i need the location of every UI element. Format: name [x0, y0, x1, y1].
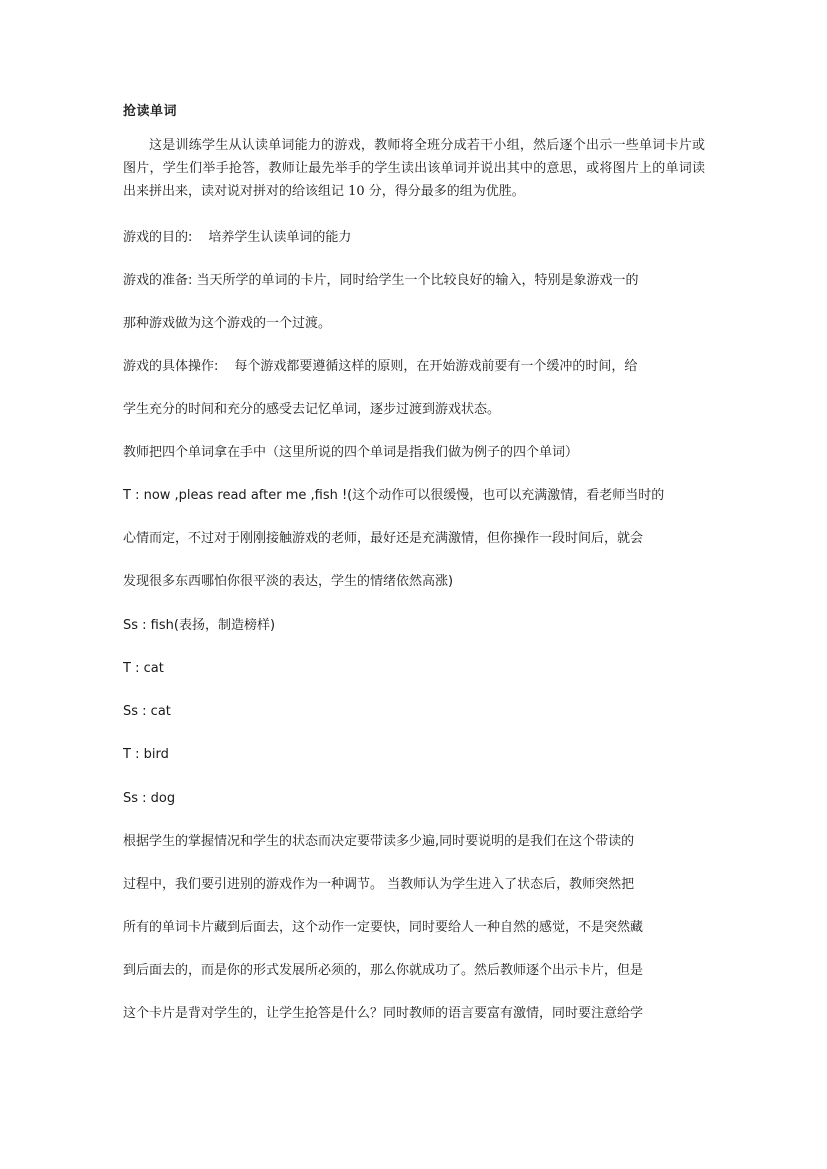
final-line: 到后面去的，而是你的形式发展所必须的，那么你就成功了。然后教师逐个出示卡片，但是 [123, 963, 644, 978]
teacher-line-2: 心情而定，不过对于刚刚接触游戏的老师，最好还是充满激情，但你操作一段时间后，就会 [123, 531, 644, 546]
ops-text: 每个游戏都要遵循这样的原则，在开始游戏前要有一个缓冲的时间，给 [234, 359, 638, 374]
teacher-line-3: 发现很多东西哪怕你很平淡的表达，学生的情绪依然高涨) [123, 574, 454, 589]
purpose-text: 培养学生认读单词的能力 [208, 230, 352, 245]
dialog-line: T : cat [123, 661, 164, 676]
prep-line-1: 游戏的准备: 当天所学的单词的卡片，同时给学生一个比较良好的输入，特别是象游戏一的 [123, 273, 639, 288]
teacher-cards-line: 教师把四个单词拿在手中（这里所说的四个单词是指我们做为例子的四个单词） [123, 445, 579, 460]
ops-line-1 [123, 358, 705, 376]
ops-label: 游戏的具体操作: [123, 359, 219, 374]
dialog-line: Ss : fish(表扬，制造榜样) [123, 618, 276, 633]
document-page [123, 0, 705, 1169]
dialog-line: T : bird [123, 747, 169, 762]
purpose-label: 游戏的目的: [123, 230, 193, 245]
final-line: 根据学生的掌握情况和学生的状态而决定要带读多少遍,同时要说明的是我们在这个带读的 [123, 834, 635, 849]
final-line: 所有的单词卡片藏到后面去，这个动作一定要快，同时要给人一种自然的感觉，不是突然藏 [123, 920, 644, 935]
ops-line-2: 学生充分的时间和充分的感受去记忆单词，逐步过渡到游戏状态。 [123, 402, 501, 417]
dialog-line: Ss : dog [123, 791, 176, 806]
dialog-line: Ss : cat [123, 704, 171, 719]
final-line: 这个卡片是背对学生的，让学生抢答是什么？同时教师的语言要富有激情，同时要注意给学 [123, 1006, 644, 1021]
teacher-line-1: T : now ,pleas read after me ,fish !(这个动作可以很缓慢，也可以充满激情，看老师当时的 [123, 488, 665, 503]
purpose-line [123, 229, 705, 247]
prep-line-2: 那种游戏做为这个游戏的一个过渡。 [123, 316, 332, 331]
intro-paragraph: 这是训练学生从认读单词能力的游戏，教师将全班分成若干小组，然后逐个出示一些单词卡片或图片，学生们举手抢答，教师让最先举手的学生读出该单词并说出其中的意思，或将图片上的单词读出来拼出来，读对说对拼对的给该组记 10 分，得分最多的组为优胜。 [123, 138, 705, 199]
final-line: 过程中，我们要引进别的游戏作为一种调节。 当教师认为学生进入了状态后，教师突然把 [123, 877, 635, 892]
document-title: 抢读单词 [123, 104, 178, 119]
